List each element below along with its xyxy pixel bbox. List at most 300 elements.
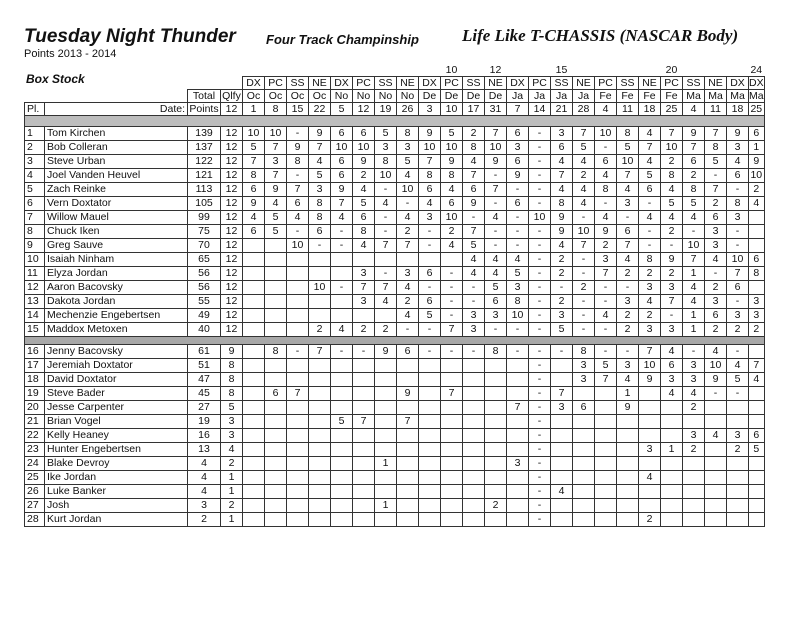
- race-points: 2: [705, 323, 727, 337]
- month-label: No: [331, 90, 353, 103]
- race-points: 3: [265, 155, 287, 169]
- race-points: [353, 499, 375, 513]
- month-label: Ma: [683, 90, 705, 103]
- race-points: [507, 471, 529, 485]
- race-points: 4: [661, 387, 683, 401]
- race-points: [309, 499, 331, 513]
- day-label: 28: [573, 103, 595, 116]
- race-points: 2: [727, 443, 749, 457]
- race-points: 2: [661, 155, 683, 169]
- race-points: -: [375, 267, 397, 281]
- race-points: 1: [683, 267, 705, 281]
- race-points: 4: [397, 169, 419, 183]
- race-points: 10: [441, 141, 463, 155]
- race-points: 9: [309, 127, 331, 141]
- race-points: 2: [683, 401, 705, 415]
- race-points: 7: [397, 239, 419, 253]
- race-points: -: [529, 415, 551, 429]
- race-points: [287, 415, 309, 429]
- total-points: 137: [188, 141, 221, 155]
- race-points: [287, 373, 309, 387]
- race-points: 8: [243, 169, 265, 183]
- race-points: -: [441, 345, 463, 359]
- race-points: 7: [683, 253, 705, 267]
- race-points: [331, 253, 353, 267]
- place: 28: [25, 513, 45, 527]
- race-points: -: [639, 225, 661, 239]
- race-points: 2: [705, 281, 727, 295]
- race-points: [397, 513, 419, 527]
- race-points: [419, 415, 441, 429]
- race-points: [595, 415, 617, 429]
- race-points: 2: [617, 309, 639, 323]
- race-points: [441, 513, 463, 527]
- race-points: [617, 513, 639, 527]
- race-points: -: [507, 239, 529, 253]
- race-points: [441, 415, 463, 429]
- race-points: 4: [595, 309, 617, 323]
- race-points: [639, 485, 661, 499]
- race-points: [661, 429, 683, 443]
- race-points: [265, 281, 287, 295]
- qualify-count: 12: [221, 309, 243, 323]
- race-points: [441, 401, 463, 415]
- day-label: 4: [595, 103, 617, 116]
- race-points: [551, 443, 573, 457]
- race-points: -: [529, 513, 551, 527]
- race-points: 7: [639, 141, 661, 155]
- race-points: 6: [419, 267, 441, 281]
- round-marker-row: [25, 64, 765, 77]
- race-points: [243, 281, 265, 295]
- race-points: [331, 359, 353, 373]
- race-points: 6: [573, 401, 595, 415]
- race-points: 4: [683, 211, 705, 225]
- day-label: 3: [419, 103, 441, 116]
- race-points: [573, 513, 595, 527]
- race-points: [485, 471, 507, 485]
- race-points: [617, 457, 639, 471]
- race-points: 7: [265, 141, 287, 155]
- race-points: [705, 485, 727, 499]
- table-row: [25, 295, 765, 309]
- race-points: 6: [507, 155, 529, 169]
- total-points: 139: [188, 127, 221, 141]
- division-label: Box Stock: [26, 72, 85, 86]
- race-points: 7: [375, 239, 397, 253]
- race-points: 2: [573, 169, 595, 183]
- race-points: [485, 359, 507, 373]
- race-points: [441, 359, 463, 373]
- day-label: 26: [397, 103, 419, 116]
- race-points: [265, 373, 287, 387]
- race-points: 7: [683, 141, 705, 155]
- race-points: [749, 471, 765, 485]
- total-points: 105: [188, 197, 221, 211]
- race-points: [683, 513, 705, 527]
- race-points: 6: [507, 127, 529, 141]
- race-points: 8: [573, 345, 595, 359]
- race-points: 9: [375, 345, 397, 359]
- race-points: [397, 443, 419, 457]
- race-points: [617, 471, 639, 485]
- place: 13: [25, 295, 45, 309]
- race-points: -: [529, 485, 551, 499]
- race-points: -: [661, 239, 683, 253]
- race-points: 3: [551, 401, 573, 415]
- race-points: 10: [309, 281, 331, 295]
- championship-title: Four Track Champinship: [266, 32, 419, 47]
- driver-name: Vern Doxtator: [45, 197, 188, 211]
- table-row: [25, 155, 765, 169]
- round-marker: 15: [555, 64, 568, 76]
- place: 9: [25, 239, 45, 253]
- race-points: 2: [617, 323, 639, 337]
- race-points: [441, 485, 463, 499]
- race-points: 6: [705, 309, 727, 323]
- race-points: -: [595, 141, 617, 155]
- race-points: 7: [485, 127, 507, 141]
- race-points: 8: [419, 169, 441, 183]
- race-points: 10: [353, 141, 375, 155]
- race-points: [287, 485, 309, 499]
- race-points: [463, 387, 485, 401]
- round-marker: 12: [489, 64, 502, 76]
- race-points: 4: [463, 253, 485, 267]
- race-points: -: [573, 211, 595, 225]
- race-points: [705, 513, 727, 527]
- total-points: 121: [188, 169, 221, 183]
- race-points: 3: [749, 309, 765, 323]
- race-points: 6: [331, 127, 353, 141]
- qualify-count: 2: [221, 457, 243, 471]
- race-points: 8: [617, 127, 639, 141]
- race-points: [309, 485, 331, 499]
- race-points: [727, 513, 749, 527]
- race-points: [441, 457, 463, 471]
- race-points: 3: [309, 183, 331, 197]
- track-code: SS: [375, 77, 397, 90]
- race-points: 7: [463, 169, 485, 183]
- race-points: 3: [375, 141, 397, 155]
- race-points: 4: [705, 345, 727, 359]
- race-points: [727, 401, 749, 415]
- race-points: 9: [265, 183, 287, 197]
- day-label: 11: [705, 103, 727, 116]
- race-points: [375, 309, 397, 323]
- race-points: [375, 443, 397, 457]
- race-points: [397, 471, 419, 485]
- standings-table: [24, 64, 765, 527]
- race-points: 10: [750, 169, 763, 181]
- race-points: [507, 513, 529, 527]
- place: 18: [25, 373, 45, 387]
- race-points: -: [617, 345, 639, 359]
- race-points: 7: [595, 373, 617, 387]
- table-row: [25, 253, 765, 267]
- race-points: [265, 401, 287, 415]
- race-points: 10: [617, 155, 639, 169]
- race-points: [749, 239, 765, 253]
- race-points: -: [507, 323, 529, 337]
- table-row: [25, 197, 765, 211]
- race-points: [639, 401, 661, 415]
- race-points: [331, 401, 353, 415]
- table-row: [25, 359, 765, 373]
- race-points: [661, 471, 683, 485]
- race-points: 5: [507, 267, 529, 281]
- race-points: [507, 373, 529, 387]
- race-points: 4: [683, 281, 705, 295]
- track-code: DX: [727, 77, 749, 90]
- race-points: [243, 323, 265, 337]
- race-points: [419, 471, 441, 485]
- driver-name: Jesse Carpenter: [45, 401, 188, 415]
- race-points: 8: [595, 183, 617, 197]
- race-points: -: [529, 345, 551, 359]
- race-points: 5: [375, 127, 397, 141]
- race-points: [375, 415, 397, 429]
- race-points: 8: [375, 155, 397, 169]
- race-points: -: [705, 267, 727, 281]
- place: 15: [25, 323, 45, 337]
- place: 16: [25, 345, 45, 359]
- race-points: [573, 443, 595, 457]
- table-row: [25, 443, 765, 457]
- race-points: [397, 485, 419, 499]
- race-points: [331, 267, 353, 281]
- month-header-row: [25, 90, 765, 103]
- place: 24: [25, 457, 45, 471]
- race-points: 8: [441, 169, 463, 183]
- driver-name: Aaron Bacovsky: [45, 281, 188, 295]
- race-points: [265, 295, 287, 309]
- race-points: [551, 457, 573, 471]
- race-points: [485, 457, 507, 471]
- race-points: [463, 373, 485, 387]
- race-points: 3: [661, 323, 683, 337]
- race-points: 4: [749, 197, 765, 211]
- race-points: [331, 457, 353, 471]
- race-points: [243, 239, 265, 253]
- race-points: [749, 281, 765, 295]
- race-points: [309, 415, 331, 429]
- place: 1: [25, 127, 45, 141]
- race-points: 5: [309, 169, 331, 183]
- race-points: 7: [705, 183, 727, 197]
- race-points: [639, 429, 661, 443]
- race-points: 4: [243, 211, 265, 225]
- race-points: -: [573, 253, 595, 267]
- race-points: [287, 429, 309, 443]
- total-points: 55: [188, 295, 221, 309]
- race-points: -: [485, 197, 507, 211]
- track-code: DX: [419, 77, 441, 90]
- race-points: [353, 429, 375, 443]
- race-points: 4: [441, 239, 463, 253]
- day-label: 22: [309, 103, 331, 116]
- race-points: [287, 295, 309, 309]
- place: 12: [25, 281, 45, 295]
- race-points: -: [573, 267, 595, 281]
- track-code: PC: [265, 77, 287, 90]
- race-points: 1: [683, 309, 705, 323]
- race-points: [749, 485, 765, 499]
- race-points: [463, 471, 485, 485]
- race-points: 7: [441, 387, 463, 401]
- race-points: -: [639, 197, 661, 211]
- race-points: 6: [485, 295, 507, 309]
- race-points: 1: [375, 499, 397, 513]
- race-points: 3: [727, 211, 749, 225]
- month-label: Ma: [749, 90, 764, 102]
- race-points: [419, 253, 441, 267]
- qualify-count: 3: [221, 415, 243, 429]
- race-points: -: [397, 197, 419, 211]
- race-points: 9: [639, 373, 661, 387]
- race-points: [265, 429, 287, 443]
- race-points: 5: [639, 169, 661, 183]
- race-points: 6: [727, 281, 749, 295]
- qualify-count: 12: [221, 127, 243, 141]
- race-points: 3: [705, 295, 727, 309]
- race-points: [419, 485, 441, 499]
- race-points: 2: [595, 239, 617, 253]
- race-points: 7: [287, 183, 309, 197]
- qualify-count: 12: [221, 155, 243, 169]
- driver-name: Ike Jordan: [45, 471, 188, 485]
- race-points: 3: [705, 239, 727, 253]
- race-points: [573, 429, 595, 443]
- place: 27: [25, 499, 45, 513]
- race-points: -: [507, 225, 529, 239]
- race-points: [265, 443, 287, 457]
- race-points: 5: [727, 373, 749, 387]
- qualify-count: 12: [221, 197, 243, 211]
- race-points: 7: [309, 345, 331, 359]
- race-points: [331, 513, 353, 527]
- race-points: [595, 443, 617, 457]
- table-row: [25, 239, 765, 253]
- total-points: 49: [188, 309, 221, 323]
- race-points: [243, 295, 265, 309]
- race-points: [749, 415, 765, 429]
- race-points: 2: [375, 323, 397, 337]
- race-points: [727, 457, 749, 471]
- race-points: [331, 295, 353, 309]
- race-points: [661, 415, 683, 429]
- race-points: 4: [661, 345, 683, 359]
- race-points: [661, 401, 683, 415]
- race-points: 4: [551, 155, 573, 169]
- race-points: 4: [727, 359, 749, 373]
- race-points: [573, 471, 595, 485]
- table-row: [25, 309, 765, 323]
- race-points: [309, 267, 331, 281]
- race-points: [749, 513, 765, 527]
- qlfy-total: 12: [221, 103, 243, 116]
- race-points: -: [331, 345, 353, 359]
- qualify-count: 12: [221, 183, 243, 197]
- race-points: [375, 253, 397, 267]
- race-points: 7: [551, 169, 573, 183]
- place-label: Pl.: [25, 103, 45, 116]
- race-points: -: [353, 345, 375, 359]
- race-points: 6: [463, 183, 485, 197]
- place: 19: [25, 387, 45, 401]
- month-label: Ja: [529, 90, 551, 103]
- month-label: De: [441, 90, 463, 103]
- race-points: 2: [749, 183, 765, 197]
- day-label: 4: [683, 103, 705, 116]
- race-points: [309, 429, 331, 443]
- race-points: 3: [551, 309, 573, 323]
- race-points: 6: [331, 155, 353, 169]
- race-points: [353, 373, 375, 387]
- race-points: -: [463, 211, 485, 225]
- driver-name: Kelly Heaney: [45, 429, 188, 443]
- race-points: [595, 499, 617, 513]
- race-points: -: [529, 373, 551, 387]
- race-points: 8: [485, 345, 507, 359]
- total-points: 61: [188, 345, 221, 359]
- race-points: 2: [639, 513, 661, 527]
- race-points: -: [419, 225, 441, 239]
- race-points: 6: [749, 429, 765, 443]
- race-points: 7: [419, 155, 441, 169]
- race-points: [661, 485, 683, 499]
- race-points: 3: [507, 457, 529, 471]
- date-header-row: [25, 103, 765, 116]
- race-points: 2: [353, 323, 375, 337]
- track-code: SS: [463, 77, 485, 90]
- race-points: 2: [683, 443, 705, 457]
- race-points: [397, 253, 419, 267]
- track-code: NE: [705, 77, 727, 90]
- race-points: [573, 387, 595, 401]
- race-points: 4: [617, 253, 639, 267]
- race-points: -: [727, 239, 749, 253]
- race-points: [265, 499, 287, 513]
- race-points: [661, 513, 683, 527]
- race-points: -: [529, 323, 551, 337]
- total-points: 3: [188, 499, 221, 513]
- race-points: [287, 323, 309, 337]
- race-points: 6: [309, 225, 331, 239]
- race-points: [419, 513, 441, 527]
- race-points: [749, 345, 765, 359]
- race-points: 6: [331, 169, 353, 183]
- race-points: 1: [617, 387, 639, 401]
- track-code: NE: [485, 77, 507, 90]
- race-points: [595, 401, 617, 415]
- race-points: 3: [617, 295, 639, 309]
- table-row: [25, 401, 765, 415]
- race-points: [485, 443, 507, 457]
- race-points: 7: [375, 281, 397, 295]
- race-points: 1: [749, 141, 765, 155]
- race-points: 9: [287, 141, 309, 155]
- total-points: 99: [188, 211, 221, 225]
- race-points: 4: [397, 309, 419, 323]
- race-points: [375, 485, 397, 499]
- race-points: 8: [749, 267, 765, 281]
- driver-name: Willow Mauel: [45, 211, 188, 225]
- qualify-count: 5: [221, 401, 243, 415]
- race-points: 9: [485, 155, 507, 169]
- driver-name: Hunter Engebertsen: [45, 443, 188, 457]
- race-points: [463, 513, 485, 527]
